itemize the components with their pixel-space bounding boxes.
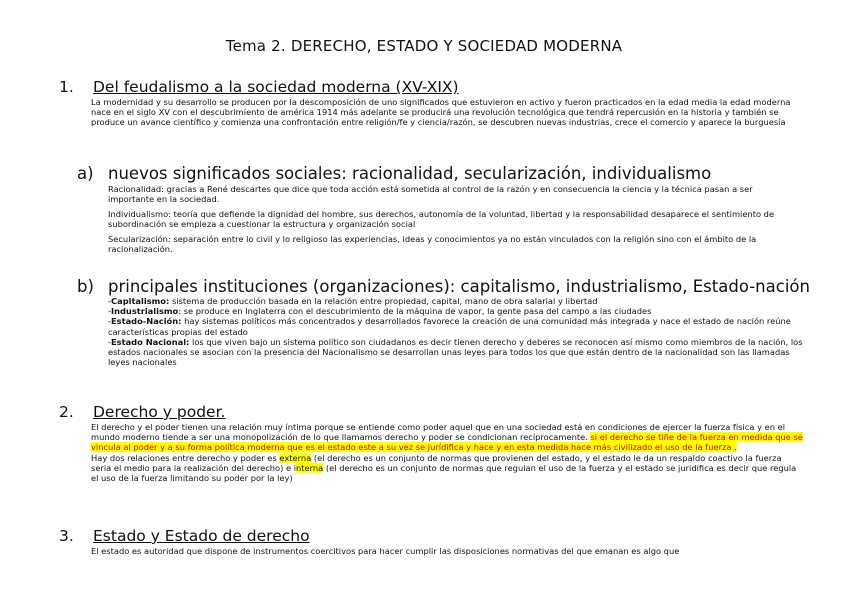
section-3-number: 3. — [59, 527, 74, 545]
highlighted-text: si el derecho se tiñe de la fuerza en medida que se vincula al poder y a su forma política moderna que es el estado este a su vez se jurídifica y hace y en esta medida hace más civilizado el uso de la fuerza . — [91, 432, 803, 453]
section-a-individualism: Individualismo: teoría que defiende la dignidad del hombre, sus derechos, autonomía de la voluntad, libertad y la responsabilidad desaparece el sentimiento de subordinación se empieza a cuestionar la estructura y organización social — [108, 209, 775, 230]
section-1-body: La modernidad y su desarrollo se producen por la descomposición de uno significados que estuvieron en activo y fueron practicados en la edad media la edad moderna nace en el siglo XV con el descubrimiento de américa 1914 más adelante se producirá una revolución tecnológica que tendrá repercusión en la historia y también se produce un avance científico y comienza una confrontación entre religión/fe y ciencia/razón, se descubren nuevas industrias, crece el comercio y aparece la burguesía — [91, 97, 791, 128]
list-item: -Estado Nacional: los que viven bajo un sistema político son ciudadanos es decir tienen derecho y deberes se reconocen así mismo como miembros de la nación, los estados nacionales se asocian con la presencia del Nacionalismo se desarrollan unas leyes para todos los que que están dentro de la nacionalidad son las llamadas leyes nacionales — [108, 336, 803, 368]
section-a-rationality: Racionalidad: gracias a René descartes que dice que toda acción está sometida al control de la razón y en consecuencia la ciencia y la técnica pasan a ser importante en la sociedad. — [108, 184, 753, 205]
section-3-heading — [59, 527, 310, 545]
section-2-heading — [59, 403, 225, 421]
list-item: -Industrialismo: se produce en Inglaterra con el descubrimiento de la máquina de vapor, la gente pasa del campo a las ciudades — [108, 306, 652, 317]
section-b-list — [108, 296, 814, 367]
section-1-heading — [59, 78, 459, 96]
section-b-title: principales instituciones (organizaciones): capitalismo, industrialismo, Estado-nación — [108, 277, 810, 296]
section-a-secularization: Secularización: separación entre lo civil y lo religioso las experiencias, ideas y conocimientos ya no están vinculados con la religión sino con el ámbito de la racionalización. — [108, 234, 757, 255]
section-1-title: Del feudalismo a la sociedad moderna (XV-XIX) — [93, 78, 459, 96]
section-a-title: nuevos significados sociales: racionalidad, secularización, individualismo — [108, 164, 712, 183]
section-3-title: Estado y Estado de derecho — [93, 527, 310, 545]
section-2-paragraph-2: Hay dos relaciones entre derecho y poder es externa (el derecho es un conjunto de normas que provienen del estado, y el estado le da un respaldo coactivo la fuerza seria el medio para la realización del derecho) e interna (el derecho es un conjunto de normas que regulan el uso de la fuerza y el estado se juridifica es decir que regula el uso de la fuerza limitando su poder por la ley) — [91, 452, 797, 484]
highlight-interna: nterna — [296, 462, 324, 473]
section-2-paragraph-1: El derecho y el poder tienen una relación muy íntima porque se entiende como poder aquel que en una sociedad está en condiciones de ejercer la fuerza física y en el mundo moderno tiende a ser una monopolización de lo que llamamos derecho y poder se condicionan recíprocamente. si el derecho se tiñe de la fuerza en medida que se vincula al poder y a su forma política moderna que es el estado este a su vez se jurídifica y hace y en esta medida hace más civilizado el uso de la fuerza . — [91, 422, 803, 453]
section-a-heading — [77, 164, 711, 183]
section-2-title: Derecho y poder. — [93, 403, 226, 421]
section-3-body: El estado es autoridad que dispone de instrumentos coercitivos para hacer cumplir las disposiciones normativas del que emanan es algo que — [91, 546, 680, 556]
section-b-number: b) — [77, 277, 94, 296]
section-2-body — [91, 422, 803, 483]
list-item: -Estado-Nación: hay sistemas políticos más concentrados y desarrollados favorece la creación de una comunidad más integrada y nace el estado de nación reúne características propias del estado — [108, 316, 791, 337]
section-2-number: 2. — [59, 403, 74, 421]
section-b-heading — [77, 277, 810, 296]
section-1-number: 1. — [59, 78, 74, 96]
document-title: Tema 2. DERECHO, ESTADO Y SOCIEDAD MODERNA — [225, 37, 623, 55]
section-a-number: a) — [77, 164, 94, 183]
list-item: -Capitalismo: sistema de producción basada en la relación entre propiedad, capital, mano de obra salarial y libertad — [108, 296, 598, 306]
highlight-externa: externa — [279, 452, 312, 463]
